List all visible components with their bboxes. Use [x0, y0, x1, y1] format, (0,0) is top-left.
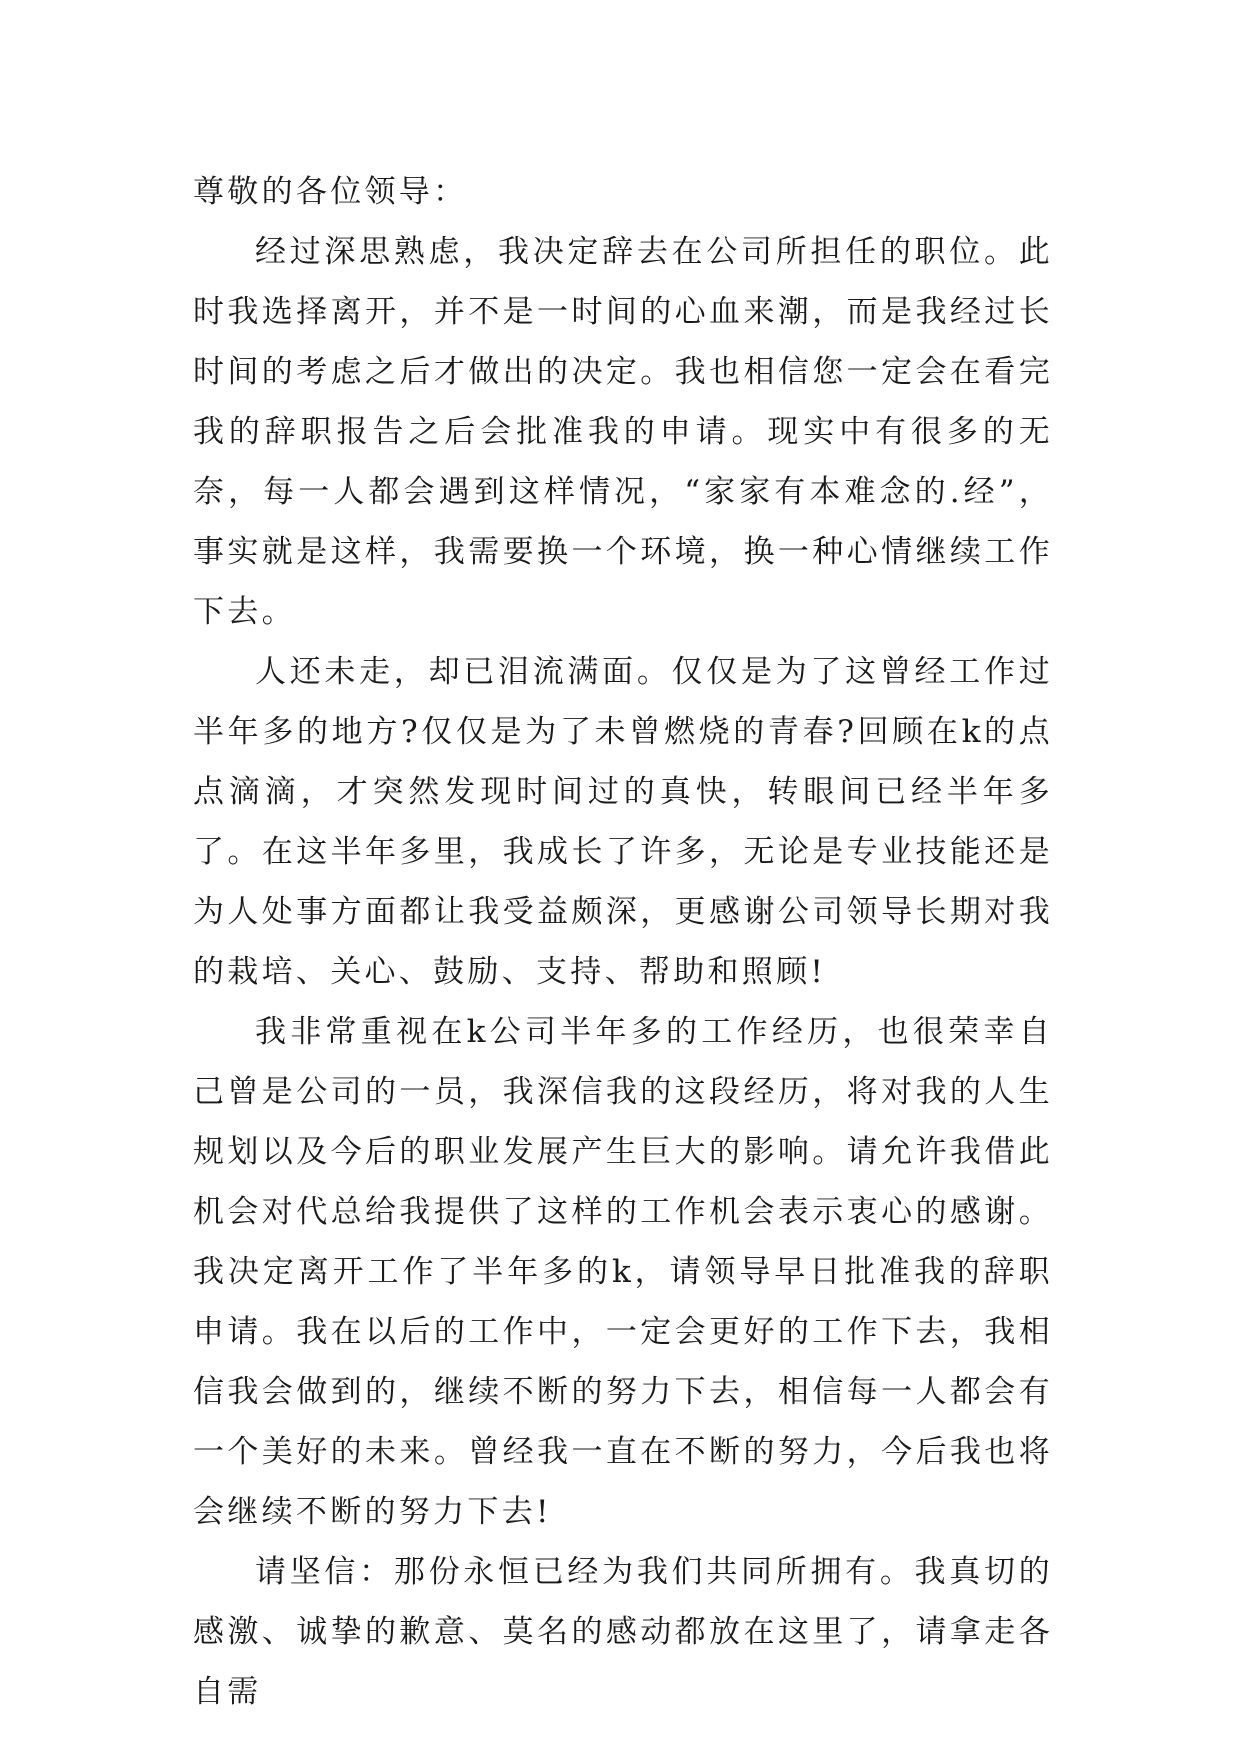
letter-body: [193, 162, 1053, 1722]
paragraph-1: 经过深思熟虑，我决定辞去在公司所担任的职位。此时我选择离开，并不是一时间的心血来潮，而是我经过长时间的考虑之后才做出的决定。我也相信您一定会在看完我的辞职报告之后会批准我的申请。现实中有很多的无奈，每一人都会遇到这样情况，“家家有本难念的.经”，事实就是这样，我需要换一个环境，换一种心情继续工作下去。: [193, 234, 1053, 630]
paragraph-2: 人还未走，却已泪流满面。仅仅是为了这曾经工作过半年多的地方?仅仅是为了未曾燃烧的青春?回顾在k的点点滴滴，才突然发现时间过的真快，转眼间已经半年多了。在这半年多里，我成长了许多，无论是专业技能还是为人处事方面都让我受益颇深，更感谢公司领导长期对我的栽培、关心、鼓励、支持、帮助和照顾!: [193, 654, 1053, 990]
paragraph-3: 我非常重视在k公司半年多的工作经历，也很荣幸自己曾是公司的一员，我深信我的这段经历，将对我的人生规划以及今后的职业发展产生巨大的影响。请允许我借此机会对代总给我提供了这样的工作机会表示衷心的感谢。 我决定离开工作了半年多的k，请领导早日批准我的辞职申请。我在以后的工作中，一定会更好的工作下去，我相信我会做到的，继续不断的努力下去，相信每一人都会有一个美好的未来。曾经我一直在不断的努力，今后我也将会继续不断的努力下去!: [193, 1014, 1053, 1530]
salutation: 尊敬的各位领导：: [193, 174, 468, 210]
paragraph-4: 请坚信：那份永恒已经为我们共同所拥有。我真切的感激、诚挚的歉意、莫名的感动都放在这里了，请拿走各自需: [193, 1554, 1053, 1710]
